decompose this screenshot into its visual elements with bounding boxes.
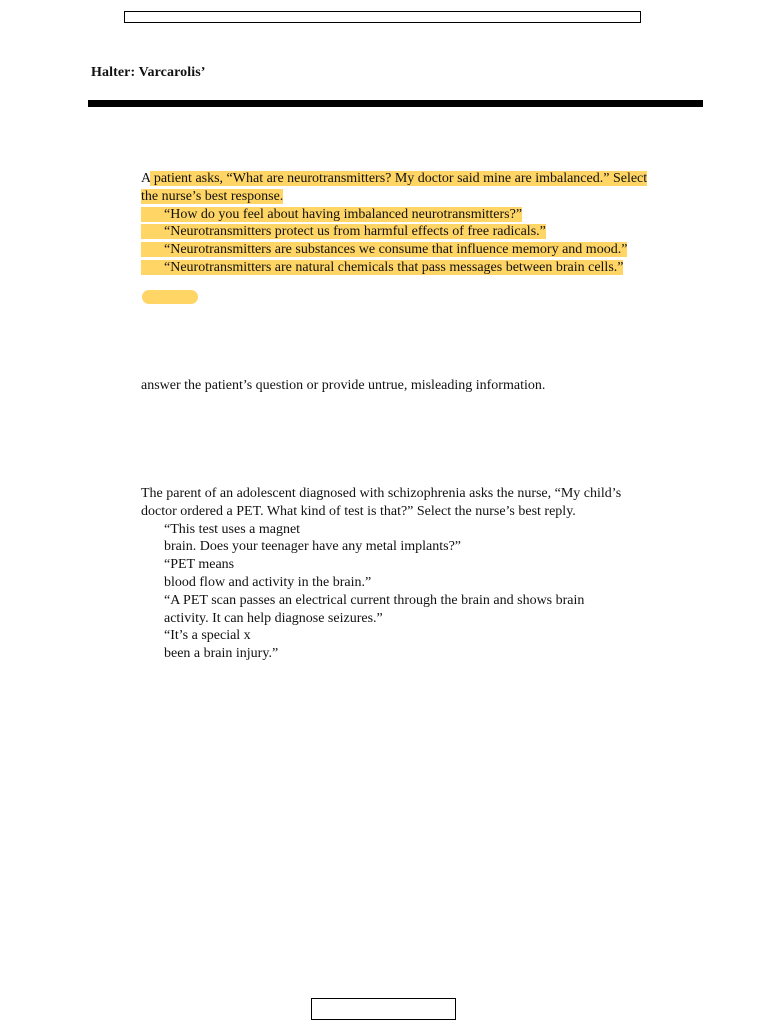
question-1	[141, 170, 701, 277]
footer-box	[311, 998, 456, 1020]
question-1-option-a	[141, 206, 701, 224]
question-1-option-b	[141, 223, 701, 241]
question-1-option-c-text: “Neurotransmitters are substances we consume that influence memory and mood.”	[164, 242, 628, 258]
question-2	[141, 485, 701, 663]
question-2-stem-line-1: The parent of an adolescent diagnosed with schizophrenia asks the nurse, “My child’s	[141, 486, 622, 501]
question-1-stem-highlighted-2: the nurse’s best response.	[141, 188, 284, 204]
question-2-option-line: “It’s a special x	[164, 628, 251, 644]
book-title: Halter: Varcarolis’	[91, 65, 206, 80]
answer-highlight-marker	[142, 290, 198, 304]
question-1-stem-line-2	[141, 188, 701, 206]
question-2-option-line: “PET means	[164, 557, 235, 573]
top-header-box	[124, 11, 641, 23]
question-2-option-line: “This test uses a magnet	[164, 521, 301, 537]
question-2-option-line: brain. Does your teenager have any metal implants?”	[164, 539, 461, 555]
question-2-stem-line-2: doctor ordered a PET. What kind of test is that?” Select the nurse’s best reply.	[141, 503, 576, 519]
rationale-1: answer the patient’s question or provide untrue, misleading information.	[141, 378, 546, 393]
question-1-option-d-text: “Neurotransmitters are natural chemicals that pass messages between brain cells.”	[164, 259, 624, 275]
question-1-option-c	[141, 241, 701, 259]
question-1-stem-line-1	[141, 170, 701, 188]
question-1-option-a-text: “How do you feel about having imbalanced neurotransmitters?”	[164, 206, 523, 222]
question-1-stem-prefix: A	[141, 171, 151, 186]
question-1-option-d	[141, 259, 701, 277]
question-1-option-b-text: “Neurotransmitters protect us from harmful effects of free radicals.”	[164, 224, 546, 240]
header-divider	[88, 100, 703, 107]
question-2-option-line: “A PET scan passes an electrical current through the brain and shows brain	[164, 592, 585, 608]
question-2-option-line: been a brain injury.”	[164, 646, 279, 662]
question-1-stem-highlighted-1: patient asks, “What are neurotransmitters? My doctor said mine are imbalanced.” Select	[150, 171, 648, 186]
question-2-option-line: activity. It can help diagnose seizures.”	[164, 610, 383, 626]
question-2-option-line: blood flow and activity in the brain.”	[164, 574, 372, 590]
